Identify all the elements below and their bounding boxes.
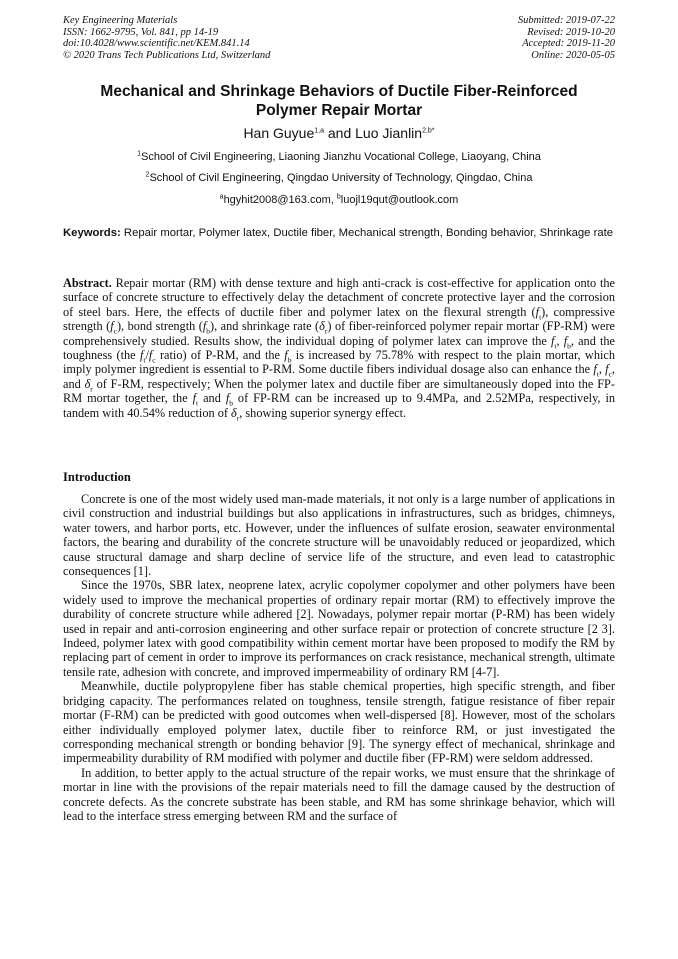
abstract-text: , and the toughness (the xyxy=(63,333,616,363)
title-line-1: Mechanical and Shrinkage Behaviors of Ductile Fiber-Reinforced xyxy=(100,83,578,100)
abstract-text: , xyxy=(556,333,564,348)
abstract-text: of FP-RM can be increased up to 9.4MPa, and 2.52MPa, respectively, in tandem with 40.54% reduction of xyxy=(63,391,616,420)
symbol-delta: δ xyxy=(231,405,237,420)
symbol-f: f xyxy=(605,362,609,377)
affiliation-1 xyxy=(63,150,615,164)
paper-title xyxy=(63,82,615,120)
subscript-r: r xyxy=(324,326,328,336)
date-revised: Revised: 2019-10-20 xyxy=(527,26,615,38)
introduction-body xyxy=(63,492,615,823)
symbol-f: f xyxy=(148,348,153,363)
symbol-f: f xyxy=(225,391,230,406)
date-submitted: Submitted: 2019-07-22 xyxy=(517,15,615,26)
abstract-text: ) of fiber-reinforced polymer repair mortar (FP-RM) were comprehensively studied. Results show, the individual doping of polymer latex can improve the xyxy=(63,319,615,348)
author-emails xyxy=(63,193,615,207)
subscript-t: t xyxy=(554,341,557,351)
subscript-t: t xyxy=(196,398,199,408)
abstract-label: Abstract. xyxy=(63,276,112,290)
email-b: luojl19qut@outlook.com xyxy=(340,194,459,206)
abstract-text: / xyxy=(145,348,149,363)
abstract-text: , and xyxy=(63,362,615,391)
author-1: Han Guyue xyxy=(243,125,315,141)
author-conjunction: and xyxy=(324,125,356,141)
abstract-text: Repair mortar (RM) with dense texture and high anti-crack is cost-effective for application onto the surface of concrete structure to effectively delay the detachment of concrete protective layer and the corrosion of steel bars. Here, the effects of ductile fiber and polymer latex on the flexural strength ( xyxy=(63,276,615,319)
title-line-2: Polymer Repair Mortar xyxy=(255,102,423,119)
journal-name: Key Engineering Materials xyxy=(63,15,178,26)
date-accepted: Accepted: 2019-11-20 xyxy=(522,38,615,49)
author-list xyxy=(63,124,615,142)
email-a-marker: a xyxy=(219,193,224,201)
symbol-f: f xyxy=(139,348,144,363)
date-online: Online: 2020-05-05 xyxy=(531,49,615,61)
journal-copyright: © 2020 Trans Tech Publications Ltd, Switzerland xyxy=(63,49,271,61)
symbol-f: f xyxy=(192,391,197,406)
symbol-f: f xyxy=(593,362,597,377)
abstract-text: ratio) of P-RM, and the xyxy=(155,348,285,363)
symbol-delta: δ xyxy=(84,376,91,391)
journal-doi: doi:10.4028/www.scientific.net/KEM.841.14 xyxy=(63,38,250,49)
keywords-label: Keywords: xyxy=(63,227,121,239)
affiliation-2-marker: 2 xyxy=(145,171,150,179)
abstract-text: ), bond strength ( xyxy=(116,319,203,334)
abstract-text: ), compressive strength ( xyxy=(63,304,615,334)
abstract-text: , xyxy=(598,362,606,377)
subscript-r: r xyxy=(236,413,240,423)
abstract-text: and xyxy=(198,391,226,406)
abstract-text: of F-RM, respectively; When the polymer latex and ductile fiber are simultaneously doped into the FP-RM mortar together, the xyxy=(63,376,615,406)
affiliation-1-text: School of Civil Engineering, Liaoning Jianzhu Vocational College, Liaoyang, China xyxy=(140,151,541,163)
journal-issn: ISSN: 1662-9795, Vol. 841, pp 14-19 xyxy=(63,26,219,38)
subscript-t: t xyxy=(143,355,146,365)
author-2-marker: 2,b* xyxy=(422,127,435,135)
author-2: Luo Jianlin xyxy=(355,125,423,141)
symbol-f: f xyxy=(202,319,207,334)
paragraph-4: In addition, to better apply to the actual structure of the repair works, we must ensure that the shrinkage of mortar in line with the provisions of the repair materials need to fill the damage caused by the destruction of concrete defects. As the concrete substrate has been stable, and RM has some shrinkage behavior, which will lead to the interface stress emerging between RM and the surface of xyxy=(63,765,615,823)
symbol-f: f xyxy=(550,333,555,348)
subscript-b: b xyxy=(287,355,292,365)
affiliation-2-text: School of Civil Engineering, Qingdao University of Technology, Qingdao, China xyxy=(149,172,533,184)
subscript-c: c xyxy=(608,369,612,379)
abstract-text: ), and shrinkage rate ( xyxy=(210,319,320,334)
abstract xyxy=(63,276,616,423)
subscript-c: c xyxy=(113,326,117,336)
symbol-f: f xyxy=(110,319,114,334)
affiliation-2 xyxy=(63,171,615,185)
subscript-c: c xyxy=(152,355,156,365)
keywords xyxy=(63,226,615,241)
abstract-text: , showing superior synergy effect. xyxy=(239,405,407,420)
subscript-t: t xyxy=(596,369,599,379)
author-1-marker: 1,a xyxy=(314,127,324,135)
symbol-f: f xyxy=(284,348,288,363)
email-b-marker: b xyxy=(336,193,341,201)
affiliation-1-marker: 1 xyxy=(137,150,141,158)
symbol-f: f xyxy=(563,333,568,348)
subscript-b: b xyxy=(229,398,233,408)
section-heading-introduction: Introduction xyxy=(63,470,131,484)
paragraph-1: Concrete is one of the most widely used man-made materials, it not only is a large number of applications in civil construction and industrial buildings but also applications in infrastructures, such as bridges, chimneys, water towers, and harbor ports, etc. However, under the influences of sulfate erosion, seawater environmental factors, the bearing and durability of the concrete structure will be unavoidably reduced or jeopardized, which cause structural damage and sharp decline of service life of the structure, and even lead to catastrophic consequences [1]. xyxy=(63,492,615,579)
email-a: hgyhit2008@163.com, xyxy=(223,194,337,206)
subscript-t: t xyxy=(539,312,542,322)
symbol-f: f xyxy=(535,304,540,319)
paragraph-2: Since the 1970s, SBR latex, neoprene latex, acrylic copolymer copolymer and other polymers have been widely used to improve the mechanical properties of ordinary repair mortar (RM) to effectively improve the durability of concrete structure while adhered [2]. Nowadays, polymer repair mortar (P-RM) has been widely used in repair and anti-corrosion engineering and other surface repair or protection of concrete structure [2 3]. Indeed, polymer latex with good compatibility within cement mortar have been proposed to modify the RM by replacing part of cement in order to improve its performances on crack resistance, mechanical strength, ultimate tensile rate, adhesion with concrete, and improved impermeability of ordinary RM [4-7]. xyxy=(63,578,615,679)
keywords-text: Repair mortar, Polymer latex, Ductile fiber, Mechanical strength, Bonding behavior, Shrinkage rate xyxy=(120,227,614,239)
paragraph-3: Meanwhile, ductile polypropylene fiber has stable chemical properties, high specific strength, and fiber bridging capacity. The performances related on toughness, tensile strength, fatigue resistance of fiber repair mortar (F-RM) can be predicted with good outcomes when well-dispersed [8]. However, most of the scholars either individually employed polymer latex, ductile fiber to reinforce RM, or just investigated the corresponding mechanical strength or bonding behavior [9]. The synergy effect of mechanical, shrinkage and impermeability durability of RM modified with polymer and ductile fiber (FP-RM) were seldom addressed. xyxy=(63,679,615,766)
journal-info xyxy=(63,15,270,61)
subscript-b: b xyxy=(206,326,211,336)
subscript-b: b xyxy=(567,341,571,351)
symbol-delta: δ xyxy=(319,319,325,334)
subscript-r: r xyxy=(90,384,93,394)
abstract-text: is increased by 75.78% with respect to the plain mortar, which imply polymer ingredient is essential to P-RM. Some ductile fibers individual dosage also can enhance the xyxy=(63,348,615,377)
submission-dates xyxy=(518,15,615,61)
